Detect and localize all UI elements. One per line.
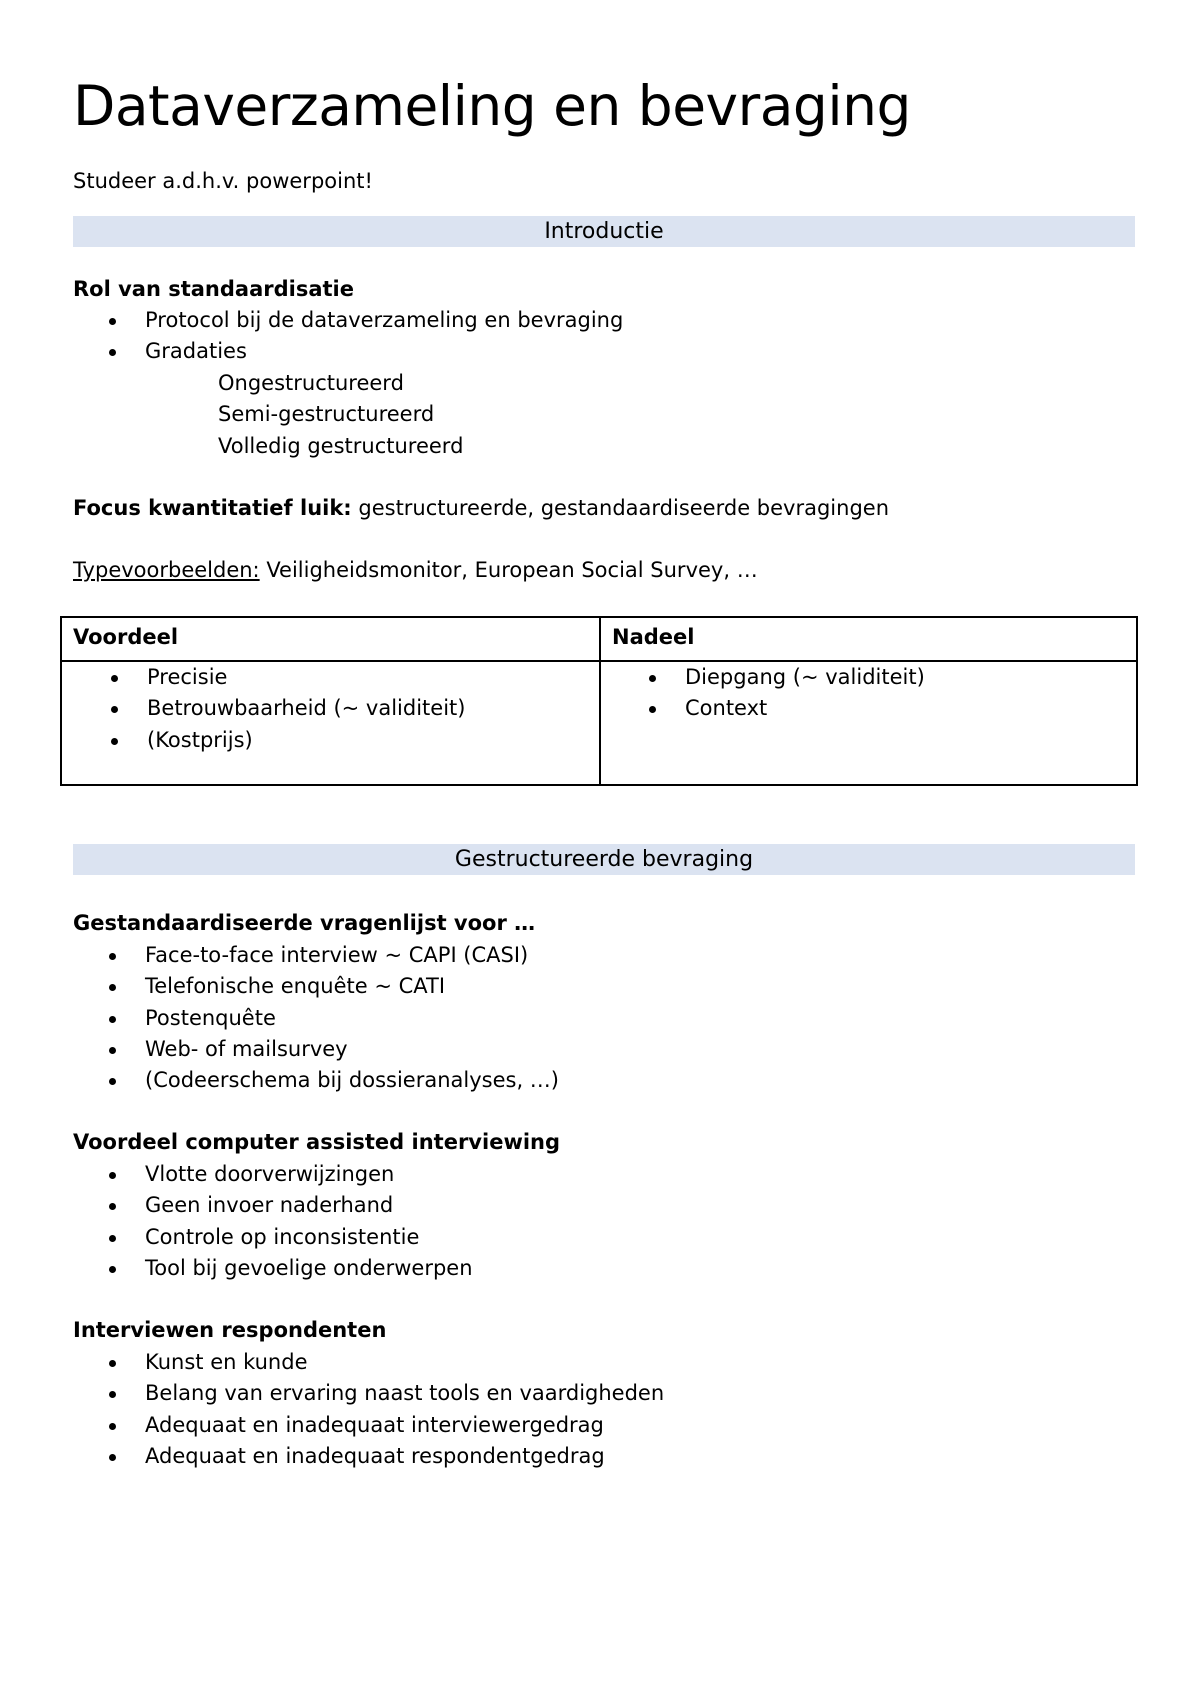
cai-list <box>73 1159 473 1284</box>
heading-rol-standaardisatie: Rol van standaardisatie <box>73 277 354 301</box>
interview-list <box>73 1347 664 1472</box>
list-item: Face-to-face interview ~ CAPI (CASI) <box>73 940 559 971</box>
section-band-introductie: Introductie <box>73 216 1135 247</box>
table-header-nadeel: Nadeel <box>612 625 695 649</box>
list-item: Telefonische enquête ~ CATI <box>73 971 559 1002</box>
heading-cai: Voordeel computer assisted interviewing <box>73 1130 561 1154</box>
list-item: (Kostprijs) <box>75 725 465 756</box>
subtitle: Studeer a.d.h.v. powerpoint! <box>73 169 373 193</box>
list-item: Postenquête <box>73 1003 559 1034</box>
heading-interviewen: Interviewen respondenten <box>73 1318 387 1342</box>
list-item: Betrouwbaarheid (~ validiteit) <box>75 693 465 724</box>
list-item: Kunst en kunde <box>73 1347 664 1378</box>
section-band-gestructureerde-bevraging: Gestructureerde bevraging <box>73 844 1135 875</box>
list-item: Protocol bij de dataverzameling en bevraging <box>73 305 623 336</box>
list-item: Belang van ervaring naast tools en vaardigheden <box>73 1378 664 1409</box>
page-title: Dataverzameling en bevraging <box>73 74 911 138</box>
list-item: Semi-gestructureerd <box>218 402 435 427</box>
typevoorbeelden-text: Veiligheidsmonitor, European Social Survey, … <box>259 558 758 582</box>
typevoorbeelden-label: Typevoorbeelden: <box>73 558 260 582</box>
voordeel-list <box>75 662 465 756</box>
list-item: Diepgang (~ validiteit) <box>613 662 925 693</box>
list-item: Adequaat en inadequaat respondentgedrag <box>73 1441 664 1472</box>
list-item: Controle op inconsistentie <box>73 1222 473 1253</box>
focus-line <box>73 493 889 523</box>
voordeel-nadeel-table <box>60 616 1138 786</box>
list-item: Gradaties <box>73 336 623 367</box>
heading-vragenlijst: Gestandaardiseerde vragenlijst voor … <box>73 911 536 935</box>
list-item: Web- of mailsurvey <box>73 1034 559 1065</box>
table-header-voordeel: Voordeel <box>73 625 179 649</box>
list-item: Context <box>613 693 925 724</box>
typevoorbeelden-line <box>73 555 758 585</box>
list-item: Volledig gestructureerd <box>218 433 464 458</box>
list-item: Ongestructureerd <box>218 371 404 395</box>
table-divider-vertical <box>599 618 601 784</box>
gradaties-list <box>218 368 463 462</box>
focus-label: Focus kwantitatief luik: <box>73 496 352 520</box>
list-item: (Codeerschema bij dossieranalyses, …) <box>73 1065 559 1096</box>
rol-list <box>73 305 623 368</box>
list-item: Geen invoer naderhand <box>73 1190 473 1221</box>
list-item: Vlotte doorverwijzingen <box>73 1159 473 1190</box>
list-item: Precisie <box>75 662 465 693</box>
focus-text: gestructureerde, gestandaardiseerde bevragingen <box>351 496 889 520</box>
list-item: Adequaat en inadequaat interviewergedrag <box>73 1410 664 1441</box>
nadeel-list <box>613 662 925 725</box>
list-item: Tool bij gevoelige onderwerpen <box>73 1253 473 1284</box>
vragenlijst-list <box>73 940 559 1096</box>
